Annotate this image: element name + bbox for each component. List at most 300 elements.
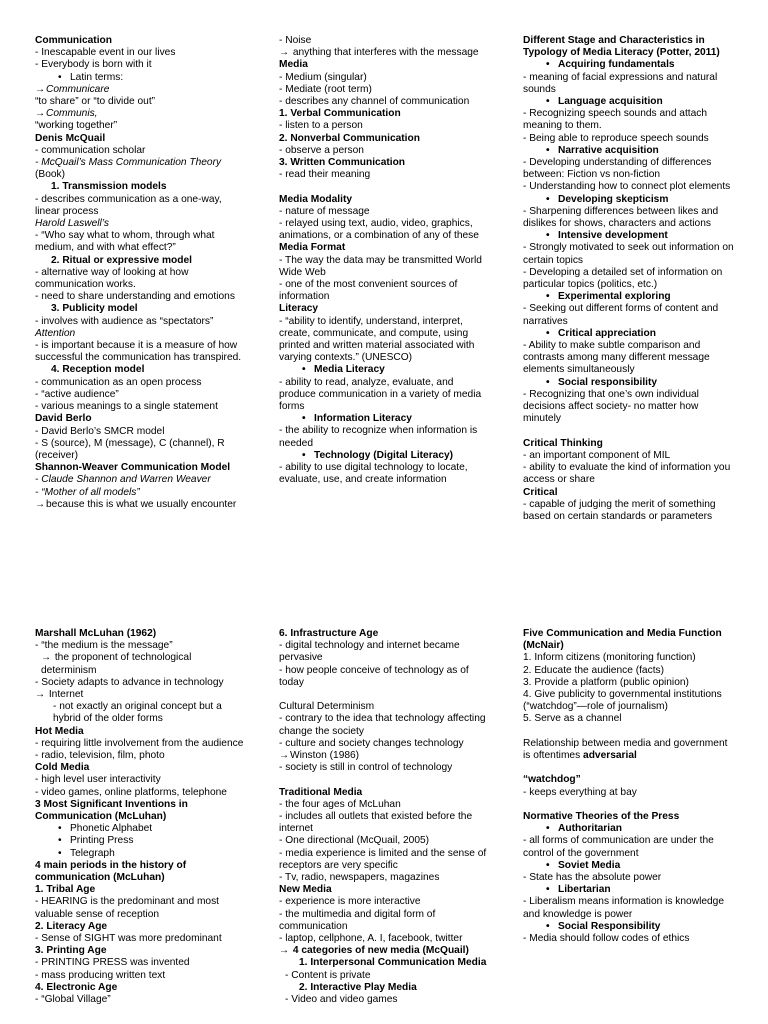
note-text: - need to share understanding and emotions bbox=[35, 291, 235, 303]
note-line bbox=[35, 169, 247, 181]
notes-column-bottom-right bbox=[523, 628, 735, 945]
note-line bbox=[523, 652, 735, 664]
note-text: Language acquisition bbox=[558, 96, 663, 108]
note-text: 1. Verbal Communication bbox=[279, 108, 401, 120]
note-line bbox=[279, 896, 491, 908]
note-line bbox=[523, 921, 735, 933]
note-text: 3. Written Communication bbox=[279, 157, 406, 169]
note-text: - experience is more interactive bbox=[279, 896, 421, 908]
note-heading bbox=[35, 726, 247, 738]
note-line bbox=[35, 689, 247, 701]
note-text: - S (source), M (message), C (channel), R (receiver) bbox=[35, 437, 225, 461]
note-line bbox=[35, 970, 247, 982]
note-heading bbox=[523, 774, 735, 786]
note-text: - requiring little involvement from the audience bbox=[35, 737, 244, 749]
note-heading bbox=[279, 157, 491, 169]
note-text: 3. Printing Age bbox=[35, 945, 107, 957]
note-text: - “Mother of all models” bbox=[35, 486, 140, 498]
note-heading bbox=[279, 242, 491, 254]
note-line bbox=[279, 762, 491, 774]
arrow-icon: → bbox=[35, 108, 46, 120]
note-line bbox=[35, 267, 247, 291]
notes-column-top-right bbox=[523, 35, 735, 523]
notes-column-bottom-left bbox=[35, 628, 247, 1006]
note-heading bbox=[35, 133, 247, 145]
note-text: - ability to read, analyze, evaluate, and produce communication in a variety of media forms bbox=[279, 376, 482, 413]
note-text: - Developing a detailed set of information on particular topics (politics, etc.) bbox=[523, 266, 723, 291]
note-text: - Claude Shannon and Warren Weaver bbox=[35, 474, 211, 486]
note-text: Normative Theories of the Press bbox=[523, 811, 680, 822]
note-text: - Noise bbox=[279, 35, 312, 46]
note-text: Five Communication and Media Function (McNair) bbox=[523, 628, 722, 652]
note-line bbox=[35, 787, 247, 799]
note-heading bbox=[35, 945, 247, 957]
note-line bbox=[523, 499, 735, 523]
note-line bbox=[35, 377, 247, 389]
note-text: - ability to use digital technology to locate, evaluate, use, and create information bbox=[279, 462, 468, 486]
note-text: - keeps everything at bay bbox=[523, 786, 637, 798]
note-line bbox=[279, 750, 491, 762]
note-text: “working together” bbox=[35, 120, 118, 132]
note-line bbox=[35, 218, 247, 230]
note-line bbox=[523, 665, 735, 677]
note-text: 2. Ritual or expressive model bbox=[51, 254, 192, 266]
note-text: - an important component of MIL bbox=[523, 449, 671, 461]
note-heading bbox=[279, 108, 491, 120]
note-line bbox=[279, 738, 491, 750]
note-line bbox=[35, 108, 247, 120]
note-line bbox=[279, 72, 491, 84]
note-line bbox=[35, 957, 247, 969]
note-text: - “ability to identify, understand, interpret, create, communicate, and compute, using printed and written material associated with varying contexts.” (UNESCO) bbox=[279, 315, 475, 364]
note-text: Internet bbox=[46, 689, 84, 701]
note-text: Different Stage and Characteristics in Typology of Media Literacy (Potter, 2011) bbox=[523, 35, 720, 59]
note-line bbox=[279, 970, 491, 982]
note-text: 1. Inform citizens (monitoring function) bbox=[523, 652, 696, 664]
note-heading bbox=[35, 762, 247, 774]
note-text: - State has the absolute power bbox=[523, 872, 662, 884]
note-text: - “the medium is the message” bbox=[35, 640, 173, 652]
note-line bbox=[523, 677, 735, 689]
note-text: Social Responsibility bbox=[558, 920, 661, 932]
note-text: Communicare bbox=[46, 83, 110, 95]
note-heading bbox=[279, 957, 491, 969]
arrow-icon: → bbox=[35, 689, 46, 701]
note-text: 3. Publicity model bbox=[51, 303, 138, 315]
note-text: “to share” or “to divide out” bbox=[35, 96, 156, 108]
note-line bbox=[523, 823, 735, 835]
note-emphasis: adversarial bbox=[583, 750, 637, 762]
note-text: New Media bbox=[279, 884, 332, 896]
note-line bbox=[523, 157, 735, 181]
note-text: - communication scholar bbox=[35, 144, 146, 156]
note-line bbox=[523, 181, 735, 193]
note-text: - McQuail’s Mass Communication Theory bbox=[35, 157, 222, 169]
note-heading bbox=[279, 945, 491, 957]
note-heading bbox=[35, 860, 247, 884]
note-text: - communication as an open process bbox=[35, 376, 202, 388]
notes-column-top-middle bbox=[279, 35, 491, 487]
note-text: - Being able to reproduce speech sounds bbox=[523, 132, 709, 144]
note-line bbox=[279, 872, 491, 884]
note-text: Marshall McLuhan (1962) bbox=[35, 628, 157, 639]
note-text: - Video and video games bbox=[285, 994, 398, 1006]
note-text: - high level user interactivity bbox=[35, 774, 161, 786]
note-text: Media Format bbox=[279, 242, 346, 254]
note-line bbox=[35, 316, 247, 328]
note-line bbox=[35, 487, 247, 499]
note-line bbox=[279, 450, 491, 462]
blank-line bbox=[523, 726, 735, 738]
note-line bbox=[523, 133, 735, 145]
note-heading bbox=[279, 133, 491, 145]
note-text: Critical bbox=[523, 486, 558, 498]
note-text: - read their meaning bbox=[279, 169, 371, 181]
note-line bbox=[523, 108, 735, 132]
note-text: 3 Most Significant Inventions in Communication (McLuhan) bbox=[35, 798, 188, 823]
notes-column-top-left bbox=[35, 35, 247, 511]
note-line bbox=[523, 194, 735, 206]
note-text: - The way the data may be transmitted World Wide Web bbox=[279, 254, 482, 278]
note-heading bbox=[279, 303, 491, 315]
note-text: - the four ages of McLuhan bbox=[279, 798, 401, 810]
note-line bbox=[35, 96, 247, 108]
note-line bbox=[35, 835, 247, 847]
note-text: - Understanding how to connect plot elements bbox=[523, 181, 731, 193]
note-heading bbox=[35, 303, 247, 315]
note-text: (Book) bbox=[35, 169, 66, 181]
note-text: Cultural Determinism bbox=[279, 701, 375, 713]
notes-column-bottom-middle bbox=[279, 628, 491, 1006]
note-text: - Seeking out different forms of content and narratives bbox=[523, 303, 719, 327]
note-line bbox=[279, 47, 491, 59]
note-heading bbox=[279, 884, 491, 896]
note-line bbox=[523, 72, 735, 96]
blank-line bbox=[279, 181, 491, 193]
note-text: 4 main periods in the history of communication (McLuhan) bbox=[35, 859, 187, 884]
note-text: - ability to evaluate the kind of information you access or share bbox=[523, 462, 731, 486]
note-heading bbox=[35, 413, 247, 425]
note-line bbox=[523, 713, 735, 725]
note-line bbox=[523, 230, 735, 242]
note-text: Media Modality bbox=[279, 193, 353, 205]
note-line bbox=[35, 340, 247, 364]
note-line bbox=[523, 340, 735, 377]
note-heading bbox=[279, 628, 491, 640]
note-text: 4. Reception model bbox=[51, 364, 145, 376]
note-line bbox=[523, 291, 735, 303]
arrow-icon: → bbox=[279, 47, 290, 59]
note-heading bbox=[35, 462, 247, 474]
note-line bbox=[35, 823, 247, 835]
note-text: - HEARING is the predominant and most valuable sense of reception bbox=[35, 896, 220, 920]
note-text: Soviet Media bbox=[558, 859, 621, 871]
note-text: Communication bbox=[35, 35, 112, 46]
note-heading bbox=[35, 884, 247, 896]
note-text: because this is what we usually encounter bbox=[46, 498, 237, 510]
note-text: Hot Media bbox=[35, 725, 84, 737]
note-line bbox=[523, 389, 735, 426]
note-text: Printing Press bbox=[70, 835, 134, 847]
note-text: - digital technology and internet became pervasive bbox=[279, 640, 460, 664]
note-text: Phonetic Alphabet bbox=[70, 823, 153, 835]
note-line bbox=[35, 677, 247, 689]
note-text: Libertarian bbox=[558, 884, 611, 896]
note-text: Relationship between media and government is oftentimes bbox=[523, 737, 728, 762]
note-line bbox=[279, 701, 491, 713]
blank-line bbox=[523, 799, 735, 811]
note-line bbox=[35, 774, 247, 786]
note-text: Winston (1986) bbox=[290, 750, 360, 762]
note-text: 2. Interactive Play Media bbox=[299, 981, 417, 993]
arrow-icon: → bbox=[35, 83, 46, 95]
note-line bbox=[35, 194, 247, 218]
note-text: - Content is private bbox=[285, 969, 371, 981]
note-line bbox=[35, 72, 247, 84]
note-line bbox=[279, 377, 491, 414]
note-line bbox=[279, 835, 491, 847]
note-text: - not exactly an original concept but a hybrid of the older forms bbox=[53, 701, 222, 725]
note-line bbox=[35, 499, 247, 511]
note-line bbox=[523, 884, 735, 896]
note-line bbox=[35, 896, 247, 920]
note-text: Narrative acquisition bbox=[558, 144, 659, 156]
note-text: Information Literacy bbox=[314, 413, 412, 425]
note-text: - Society adapts to advance in technology bbox=[35, 676, 224, 688]
note-text: - observe a person bbox=[279, 144, 364, 156]
note-text: - Inescapable event in our lives bbox=[35, 47, 176, 59]
note-text: - Strongly motivated to seek out information on certain topics bbox=[523, 242, 734, 266]
note-text: - how people conceive of technology as of today bbox=[279, 664, 469, 688]
note-text: - various meanings to a single statement bbox=[35, 401, 218, 413]
note-text: - involves with audience as “spectators” bbox=[35, 315, 214, 327]
note-text: 4. Electronic Age bbox=[35, 981, 118, 993]
note-line bbox=[279, 933, 491, 945]
note-text: - capable of judging the merit of something based on certain standards or parameters bbox=[523, 498, 716, 522]
note-line bbox=[523, 377, 735, 389]
note-heading bbox=[35, 921, 247, 933]
note-text: - mass producing written text bbox=[35, 969, 166, 981]
note-line bbox=[279, 120, 491, 132]
note-text: - Liberalism means information is knowledge and knowledge is power bbox=[523, 896, 725, 920]
note-text: Shannon-Weaver Communication Model bbox=[35, 462, 231, 474]
note-text: - Medium (singular) bbox=[279, 71, 367, 83]
note-line bbox=[523, 242, 735, 266]
note-text: - “Global Village” bbox=[35, 994, 111, 1006]
note-text: - one of the most convenient sources of information bbox=[279, 279, 458, 303]
note-line bbox=[279, 425, 491, 449]
note-text: - laptop, cellphone, A. I, facebook, twitter bbox=[279, 933, 463, 945]
note-line bbox=[35, 389, 247, 401]
note-line bbox=[279, 665, 491, 689]
note-line bbox=[279, 848, 491, 872]
note-text: - is important because it is a measure of how successful the communication has transpired. bbox=[35, 340, 242, 364]
note-heading bbox=[279, 982, 491, 994]
note-text: 4 categories of new media (McQuail) bbox=[290, 945, 469, 957]
note-line bbox=[35, 933, 247, 945]
arrow-icon: → bbox=[279, 945, 290, 957]
note-text: Denis McQuail bbox=[35, 132, 106, 144]
note-text: 2. Educate the audience (facts) bbox=[523, 664, 665, 676]
note-line bbox=[523, 933, 735, 945]
note-line bbox=[523, 462, 735, 486]
note-line bbox=[523, 206, 735, 230]
note-text: - listen to a person bbox=[279, 120, 363, 132]
blank-line bbox=[279, 774, 491, 786]
note-text: 3. Provide a platform (public opinion) bbox=[523, 676, 689, 688]
note-heading bbox=[35, 364, 247, 376]
note-text: - PRINTING PRESS was invented bbox=[35, 957, 190, 969]
note-line bbox=[523, 145, 735, 157]
note-line bbox=[523, 303, 735, 327]
note-line bbox=[35, 701, 247, 725]
note-text: Communis, bbox=[46, 108, 98, 120]
note-line bbox=[35, 474, 247, 486]
note-text: - Ability to make subtle comparison and contrasts among many different message elements simultaneously bbox=[523, 340, 710, 376]
note-line bbox=[35, 291, 247, 303]
note-line bbox=[35, 120, 247, 132]
note-line bbox=[523, 267, 735, 291]
note-line bbox=[279, 909, 491, 933]
note-text: 4. Give publicity to governmental institutions (“watchdog”—role of journalism) bbox=[523, 689, 722, 713]
note-heading bbox=[523, 35, 735, 59]
note-line bbox=[523, 59, 735, 71]
note-line bbox=[279, 35, 491, 47]
note-heading bbox=[35, 181, 247, 193]
note-text: - Media should follow codes of ethics bbox=[523, 933, 690, 945]
note-text: - Developing understanding of differences between: Fiction vs non-fiction bbox=[523, 157, 712, 181]
note-line bbox=[35, 738, 247, 750]
note-line bbox=[279, 255, 491, 279]
note-line bbox=[35, 401, 247, 413]
note-text: - Everybody is born with it bbox=[35, 59, 152, 71]
note-heading bbox=[35, 799, 247, 823]
note-line bbox=[279, 413, 491, 425]
note-heading bbox=[279, 59, 491, 71]
note-text: Critical Thinking bbox=[523, 437, 603, 449]
note-line bbox=[35, 640, 247, 652]
note-line bbox=[279, 316, 491, 365]
note-line bbox=[35, 230, 247, 254]
note-text: Cold Media bbox=[35, 762, 90, 774]
arrow-icon: → bbox=[41, 652, 52, 664]
note-text: Harold Laswell’s bbox=[35, 218, 109, 230]
note-text: Latin terms: bbox=[70, 71, 124, 83]
note-text: 5. Serve as a channel bbox=[523, 713, 622, 725]
note-text: 1. Interpersonal Communication Media bbox=[299, 957, 487, 969]
note-line bbox=[35, 84, 247, 96]
note-line bbox=[279, 145, 491, 157]
arrow-icon: → bbox=[279, 750, 290, 762]
note-line bbox=[279, 640, 491, 664]
note-text: Intensive development bbox=[558, 230, 668, 242]
note-text: Media Literacy bbox=[314, 364, 385, 376]
note-line bbox=[279, 279, 491, 303]
note-line bbox=[35, 994, 247, 1006]
blank-line bbox=[523, 762, 735, 774]
note-heading bbox=[523, 811, 735, 823]
note-text: 1. Transmission models bbox=[51, 181, 167, 193]
note-text: - society is still in control of technology bbox=[279, 762, 453, 774]
note-line bbox=[279, 799, 491, 811]
note-text: - contrary to the idea that technology affecting change the society bbox=[279, 713, 486, 737]
note-text: 1. Tribal Age bbox=[35, 884, 96, 896]
note-text: - David Berlo’s SMCR model bbox=[35, 425, 165, 437]
note-heading bbox=[35, 982, 247, 994]
note-line bbox=[35, 59, 247, 71]
note-line bbox=[523, 787, 735, 799]
note-heading bbox=[523, 438, 735, 450]
note-line bbox=[35, 438, 247, 462]
note-line bbox=[523, 896, 735, 920]
note-text: Attention bbox=[35, 327, 76, 339]
note-text: - One directional (McQuail, 2005) bbox=[279, 835, 430, 847]
note-text: 2. Literacy Age bbox=[35, 920, 108, 932]
note-line bbox=[523, 872, 735, 884]
note-text: Social responsibility bbox=[558, 376, 658, 388]
note-line bbox=[279, 96, 491, 108]
note-line bbox=[523, 450, 735, 462]
note-line bbox=[523, 328, 735, 340]
note-line bbox=[523, 689, 735, 713]
note-text: - Recognizing speech sounds and attach meaning to them. bbox=[523, 108, 708, 132]
note-text: - meaning of facial expressions and natural sounds bbox=[523, 71, 718, 95]
note-text: - Sense of SIGHT was more predominant bbox=[35, 933, 222, 945]
note-line bbox=[523, 96, 735, 108]
note-line bbox=[279, 462, 491, 486]
note-line bbox=[279, 169, 491, 181]
note-text: Traditional Media bbox=[279, 786, 363, 798]
note-line bbox=[279, 811, 491, 835]
note-text: - culture and society changes technology bbox=[279, 737, 464, 749]
note-text: anything that interferes with the message bbox=[290, 47, 479, 59]
note-text: the proponent of technological determinism bbox=[41, 652, 192, 676]
note-text: - Tv, radio, newspapers, magazines bbox=[279, 872, 440, 884]
note-text: - describes any channel of communication bbox=[279, 96, 470, 108]
note-text: - nature of message bbox=[279, 205, 370, 217]
note-text: Acquiring fundamentals bbox=[558, 59, 675, 71]
note-line bbox=[279, 84, 491, 96]
note-line bbox=[35, 47, 247, 59]
note-line bbox=[35, 750, 247, 762]
note-line bbox=[279, 994, 491, 1006]
note-text: Technology (Digital Literacy) bbox=[314, 449, 454, 461]
note-line bbox=[523, 860, 735, 872]
note-line bbox=[279, 218, 491, 242]
note-heading bbox=[279, 194, 491, 206]
note-line bbox=[35, 157, 247, 169]
note-line bbox=[35, 652, 247, 676]
note-text: Telegraph bbox=[70, 847, 115, 859]
note-text: - radio, television, film, photo bbox=[35, 750, 165, 762]
note-text: - alternative way of looking at how communication works. bbox=[35, 266, 189, 291]
note-heading bbox=[35, 35, 247, 47]
note-text: “watchdog” bbox=[523, 774, 581, 786]
note-text: David Berlo bbox=[35, 413, 92, 425]
note-heading bbox=[523, 487, 735, 499]
note-text: - describes communication as a one-way, linear process bbox=[35, 193, 222, 217]
note-text: 2. Nonverbal Communication bbox=[279, 132, 420, 144]
note-text: - the ability to recognize when information is needed bbox=[279, 425, 478, 449]
note-text: Literacy bbox=[279, 303, 319, 315]
note-text: 6. Infrastructure Age bbox=[279, 628, 379, 639]
note-line bbox=[35, 145, 247, 157]
note-text: Authoritarian bbox=[558, 823, 622, 835]
note-text: - the multimedia and digital form of communication bbox=[279, 908, 436, 932]
note-text: Critical appreciation bbox=[558, 327, 656, 339]
note-line bbox=[279, 206, 491, 218]
blank-line bbox=[279, 689, 491, 701]
